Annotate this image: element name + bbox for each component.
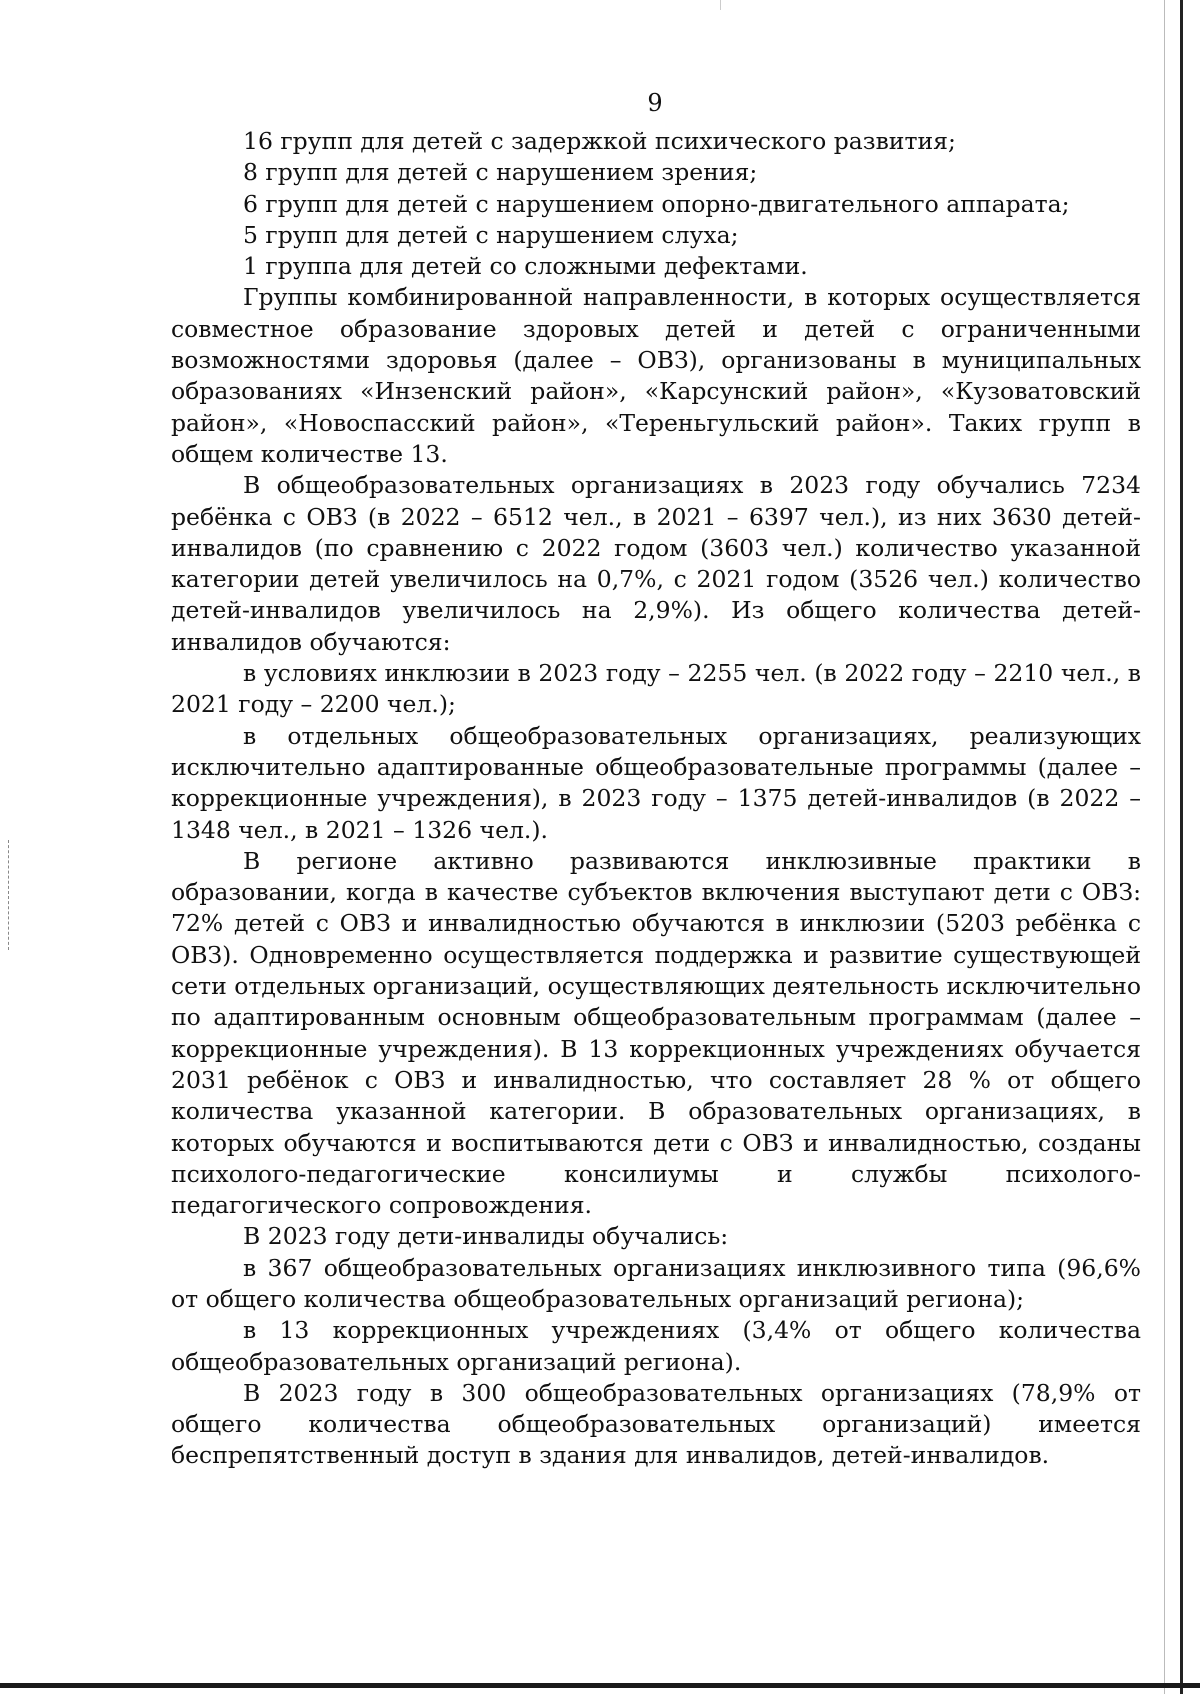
paragraph-inclusive-practices: В регионе активно развиваются инклюзивные практики в образовании, когда в качестве субъектов включения выступают дети с ОВЗ: 72% детей с ОВЗ и инвалидностью обучаются в инклюзии (5203 ребёнка с ОВЗ). Одновременно осуществляется поддержка и развитие существующей сети отдельных организаций, осуществляющих деятельность исключительно по адаптированным основным общеобразовательным программам (далее – коррекционные учреждения). В 13 коррекционных учреждениях обучается 2031 ребёнок с ОВЗ и инвалидностью, что составляет 28 % от общего количества указанной категории. В образовательных организациях, в которых обучаются и воспитываются дети с ОВЗ и инвалидностью, созданы психолого-педагогические консилиумы и службы психолого-педагогического сопровождения.	[171, 846, 1141, 1220]
scan-edge-bottom	[0, 1683, 1200, 1688]
document-body	[171, 126, 1141, 1472]
list-item: 1 группа для детей со сложными дефектами.	[243, 252, 808, 281]
paragraph-correctional: в отдельных общеобразовательных организациях, реализующих исключительно адаптированные общеобразовательные программы (далее – коррекционные учреждения), в 2023 году – 1375 детей-инвалидов (в 2022 – 1348 чел., в 2021 – 1326 чел.).	[171, 721, 1141, 844]
paragraph-children-studied: В 2023 году дети-инвалиды обучались:	[243, 1222, 729, 1251]
paragraph-inclusion: в условиях инклюзии в 2023 году – 2255 чел. (в 2022 году – 2210 чел., в 2021 году – 2200 чел.);	[171, 659, 1141, 719]
page-number: 9	[647, 89, 663, 117]
paragraph-general-education: В общеобразовательных организациях в 2023 году обучались 7234 ребёнка с ОВЗ (в 2022 – 6512 чел., в 2021 – 6397 чел.), из них 3630 детей-инвалидов (по сравнению с 2022 годом (3603 чел.) количество указанной категории детей увеличилось на 0,7%, с 2021 годом (3526 чел.) количество детей-инвалидов увеличилось на 2,9%). Из общего количества детей-инвалидов обучаются:	[171, 471, 1141, 656]
scan-edge-inner	[1164, 0, 1165, 1694]
list-item: 5 групп для детей с нарушением слуха;	[243, 220, 739, 249]
scan-artifact-top	[720, 0, 721, 10]
paragraph-combined-groups: Группы комбинированной направленности, в которых осуществляется совместное образование здоровых детей и детей с ограниченными возможностями здоровья (далее – ОВЗ), организованы в муниципальных образованиях «Инзенский район», «Карсунский район», «Кузоватовский район», «Новоспасский район», «Тереньгульский район». Таких групп в общем количестве 13.	[171, 283, 1141, 468]
list-item: 16 групп для детей с задержкой психического развития;	[243, 127, 956, 155]
paragraph-inclusive-orgs: в 367 общеобразовательных организациях инклюзивного типа (96,6% от общего количества общеобразовательных организаций региона);	[171, 1253, 1141, 1313]
list-item: 6 групп для детей с нарушением опорно-двигательного аппарата;	[243, 189, 1070, 218]
paragraph-correctional-orgs: в 13 коррекционных учреждениях (3,4% от общего количества общеобразовательных организаций региона).	[171, 1316, 1141, 1376]
scan-edge-right	[1180, 0, 1183, 1694]
paragraph-accessibility: В 2023 году в 300 общеобразовательных организациях (78,9% от общего количества общеобразовательных организаций) имеется беспрепятственный доступ в здания для инвалидов, детей-инвалидов.	[171, 1378, 1141, 1470]
list-item: 8 групп для детей с нарушением зрения;	[243, 158, 758, 187]
scan-artifact-left	[8, 840, 10, 950]
